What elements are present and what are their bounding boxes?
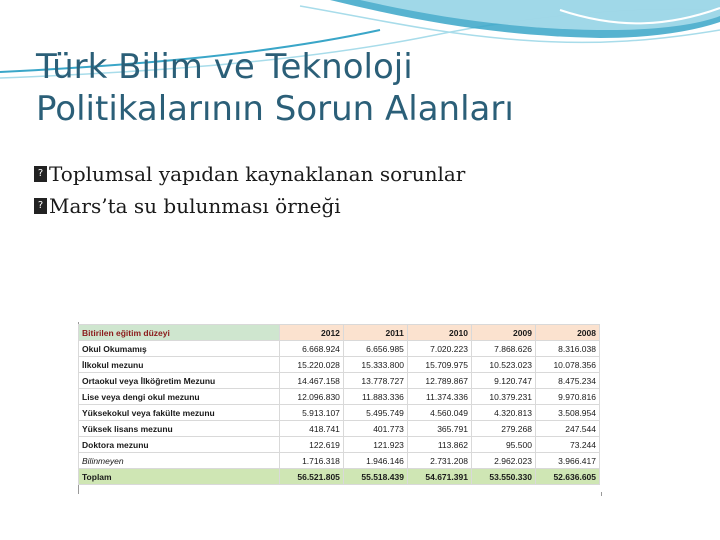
cell-value: 95.500 [471, 437, 535, 453]
table-row [79, 453, 600, 469]
education-level-table [78, 324, 600, 485]
table-header-label: Bitirilen eğitim düzeyi [79, 325, 280, 341]
cell-value: 15.333.800 [343, 357, 407, 373]
table-row [79, 437, 600, 453]
cell-value: 418.741 [279, 421, 343, 437]
table-row [79, 405, 600, 421]
table-header-year: 2010 [407, 325, 471, 341]
bullet-glyph-icon: ? [34, 166, 47, 182]
cell-value: 10.379.231 [471, 389, 535, 405]
cell-value: 113.862 [407, 437, 471, 453]
cell-value: 9.120.747 [471, 373, 535, 389]
total-label: Toplam [79, 469, 280, 485]
slide-title-line-1: Türk Bilim ve Teknoloji [36, 47, 413, 87]
cell-value: 3.966.417 [535, 453, 599, 469]
cell-value: 15.709.975 [407, 357, 471, 373]
row-label: Ortaokul veya İlköğretim Mezunu [79, 373, 280, 389]
cell-value: 1.716.318 [279, 453, 343, 469]
cell-value: 1.946.146 [343, 453, 407, 469]
table-header-row [79, 325, 600, 341]
cell-value: 2.962.023 [471, 453, 535, 469]
row-label: Yüksek lisans mezunu [79, 421, 280, 437]
cell-value: 11.883.336 [343, 389, 407, 405]
cell-value: 121.923 [343, 437, 407, 453]
cell-value: 10.078.356 [535, 357, 599, 373]
cell-value: 7.020.223 [407, 341, 471, 357]
cell-value: 11.374.336 [407, 389, 471, 405]
table-row [79, 421, 600, 437]
education-table-container [78, 324, 604, 485]
cell-value: 4.320.813 [471, 405, 535, 421]
bullet-list [34, 158, 694, 222]
cell-value: 73.244 [535, 437, 599, 453]
cell-value: 13.778.727 [343, 373, 407, 389]
cell-value: 122.619 [279, 437, 343, 453]
total-value: 55.518.439 [343, 469, 407, 485]
bullet-item [34, 158, 694, 190]
bullet-text: Toplumsal yapıdan kaynaklanan sorunlar [49, 162, 466, 186]
bullet-glyph-icon: ? [34, 198, 47, 214]
table-body [79, 341, 600, 485]
row-label: Doktora mezunu [79, 437, 280, 453]
total-value: 53.550.330 [471, 469, 535, 485]
cell-value: 6.656.985 [343, 341, 407, 357]
total-value: 52.636.605 [535, 469, 599, 485]
cell-value: 12.096.830 [279, 389, 343, 405]
table-header-year: 2008 [535, 325, 599, 341]
table-row [79, 389, 600, 405]
row-label: İlkokul mezunu [79, 357, 280, 373]
row-label: Bilinmeyen [79, 453, 280, 469]
table-row [79, 341, 600, 357]
row-label: Okul Okumamış [79, 341, 280, 357]
cell-value: 365.791 [407, 421, 471, 437]
cell-value: 9.970.816 [535, 389, 599, 405]
table-row [79, 357, 600, 373]
total-value: 56.521.805 [279, 469, 343, 485]
bullet-text: Mars’ta su bulunması örneği [49, 194, 341, 218]
table-total-row [79, 469, 600, 485]
row-label: Lise veya dengi okul mezunu [79, 389, 280, 405]
cell-value: 7.868.626 [471, 341, 535, 357]
total-value: 54.671.391 [407, 469, 471, 485]
cell-value: 14.467.158 [279, 373, 343, 389]
cell-value: 12.789.867 [407, 373, 471, 389]
cell-value: 401.773 [343, 421, 407, 437]
cell-value: 8.316.038 [535, 341, 599, 357]
table-row [79, 373, 600, 389]
slide-title [36, 46, 696, 130]
table-header-year: 2011 [343, 325, 407, 341]
cell-value: 4.560.049 [407, 405, 471, 421]
cell-value: 247.544 [535, 421, 599, 437]
cell-value: 8.475.234 [535, 373, 599, 389]
cell-value: 6.668.924 [279, 341, 343, 357]
table-border-tick [601, 492, 602, 496]
bullet-item [34, 190, 694, 222]
cell-value: 279.268 [471, 421, 535, 437]
slide-title-line-2: Politikalarının Sorun Alanları [36, 89, 514, 129]
cell-value: 2.731.208 [407, 453, 471, 469]
cell-value: 5.495.749 [343, 405, 407, 421]
table-header-year: 2009 [471, 325, 535, 341]
cell-value: 3.508.954 [535, 405, 599, 421]
cell-value: 15.220.028 [279, 357, 343, 373]
row-label: Yüksekokul veya fakülte mezunu [79, 405, 280, 421]
cell-value: 5.913.107 [279, 405, 343, 421]
table-header-year: 2012 [279, 325, 343, 341]
cell-value: 10.523.023 [471, 357, 535, 373]
